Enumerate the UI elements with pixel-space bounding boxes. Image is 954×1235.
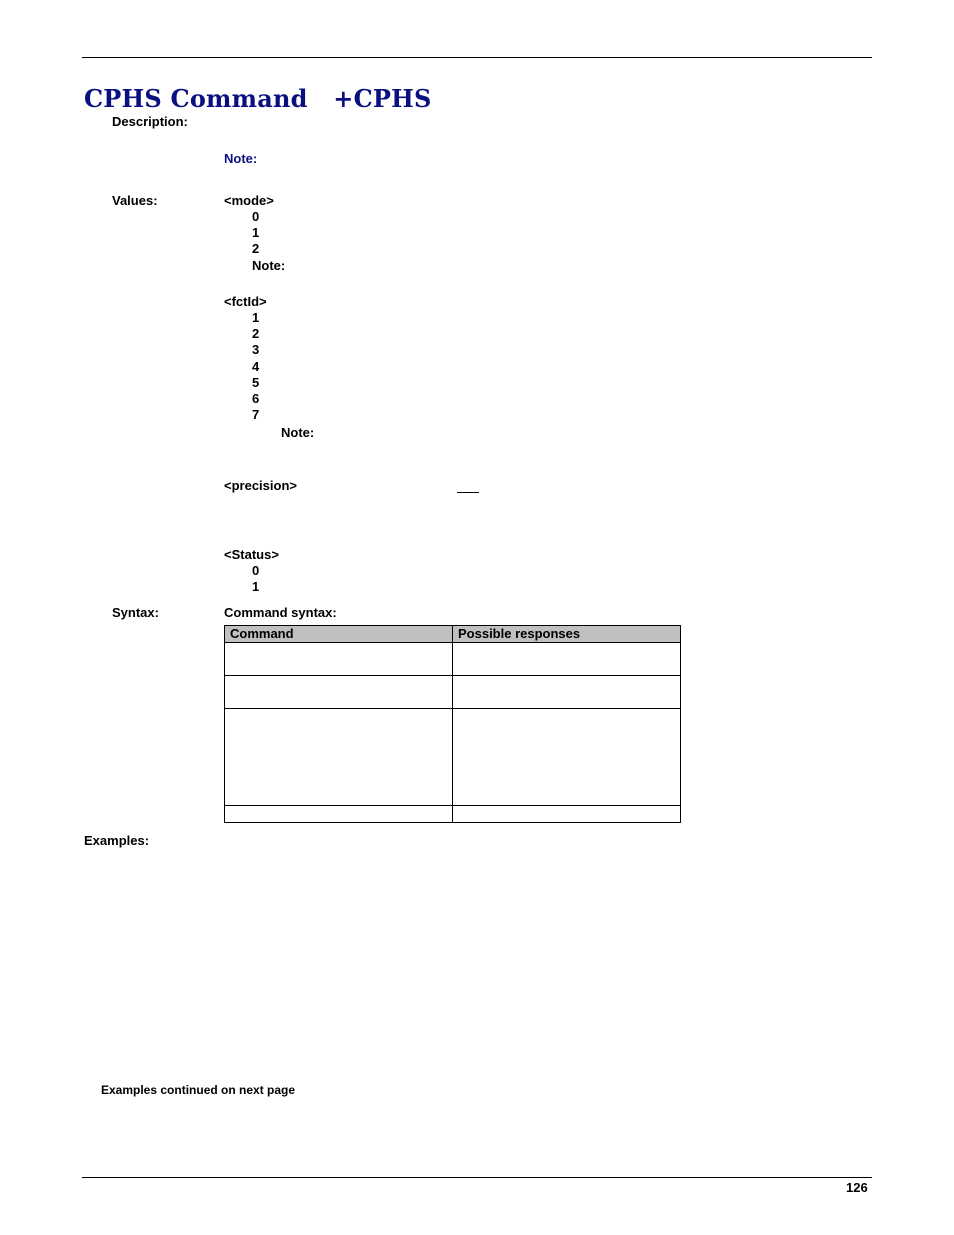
table-cell [453, 806, 681, 823]
table-row [225, 676, 681, 709]
fctid-value: 4 [252, 358, 260, 374]
param-fctid: <fctId> [224, 294, 267, 309]
description-note: Note: [224, 151, 258, 166]
mode-value: 0 [252, 209, 260, 224]
fctid-note: Note: [281, 425, 315, 440]
values-label: Values: [112, 193, 158, 208]
column-header-command: Command [225, 626, 453, 643]
mode-value: 2 [252, 241, 260, 257]
table-header-row [225, 626, 681, 643]
examples-continued: Examples continued on next page [101, 1083, 296, 1097]
fctid-value: 2 [252, 326, 260, 342]
title-command: +CPHS [333, 84, 432, 113]
examples-label: Examples: [84, 833, 150, 848]
command-syntax-heading: Command syntax: [224, 605, 337, 620]
fctid-value: 7 [252, 407, 260, 423]
table-cell [453, 676, 681, 709]
precision-blank-underline [457, 492, 479, 493]
fctid-value: 1 [252, 310, 260, 325]
table-cell [225, 709, 453, 806]
table-cell [225, 643, 453, 676]
column-header-responses: Possible responses [453, 626, 681, 643]
fctid-value: 5 [252, 374, 260, 390]
command-syntax-table [224, 625, 681, 823]
page-number: 126 [846, 1180, 868, 1195]
table-row [225, 709, 681, 806]
fctid-value: 6 [252, 390, 260, 406]
status-value: 0 [252, 563, 260, 578]
page-title [84, 84, 432, 113]
status-value: 1 [252, 579, 260, 595]
title-main: CPHS Command [84, 84, 308, 113]
table-cell [225, 806, 453, 823]
mode-values [252, 209, 285, 274]
description-label: Description: [112, 114, 188, 129]
table-row [225, 806, 681, 823]
header-rule [82, 57, 872, 58]
mode-note: Note: [252, 257, 286, 273]
param-status: <Status> [224, 547, 279, 562]
status-values [252, 563, 259, 595]
fctid-values [252, 310, 259, 423]
table-cell [453, 643, 681, 676]
fctid-value: 3 [252, 342, 260, 358]
footer-rule [82, 1177, 872, 1178]
mode-value: 1 [252, 225, 260, 241]
table-cell [453, 709, 681, 806]
table-row [225, 643, 681, 676]
param-mode: <mode> [224, 193, 274, 208]
syntax-label: Syntax: [112, 605, 159, 620]
table-cell [225, 676, 453, 709]
param-precision: <precision> [224, 478, 297, 493]
